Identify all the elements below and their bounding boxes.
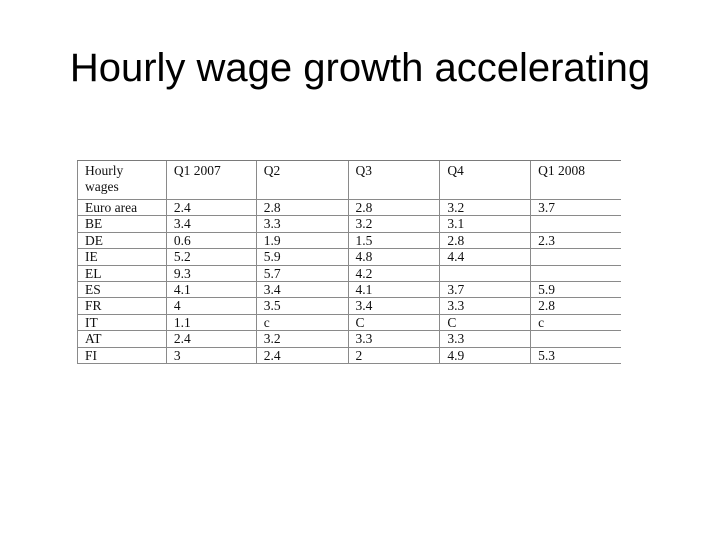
table-cell: 2.4 bbox=[166, 200, 256, 216]
header-line-1: Hourly bbox=[85, 163, 124, 178]
header-cell-q4: Q4 bbox=[440, 161, 531, 200]
wage-growth-table bbox=[77, 160, 621, 381]
header-cell-q1-2007: Q1 2007 bbox=[166, 161, 256, 200]
table-cell: C bbox=[440, 314, 531, 330]
table-row bbox=[78, 298, 622, 314]
table-cell: 3.2 bbox=[256, 331, 348, 347]
table-cell: 1.9 bbox=[256, 232, 348, 248]
table-cell bbox=[531, 216, 621, 232]
table-cell bbox=[440, 265, 531, 281]
table-cell: 4.1 bbox=[166, 282, 256, 298]
table-cell: 3.1 bbox=[440, 216, 531, 232]
header-cell-q1-2008: Q1 2008 bbox=[531, 161, 621, 200]
table-cell: 4.4 bbox=[440, 249, 531, 265]
table-cell: 4.2 bbox=[348, 265, 440, 281]
table-row bbox=[78, 200, 622, 216]
row-label: IT bbox=[78, 314, 167, 330]
table-cell bbox=[531, 265, 621, 281]
table-cell: 5.9 bbox=[531, 282, 621, 298]
table-cell: 2.4 bbox=[256, 347, 348, 363]
row-label: FR bbox=[78, 298, 167, 314]
table-cell: 5.3 bbox=[531, 347, 621, 363]
slide-title: Hourly wage growth accelerating bbox=[69, 46, 651, 90]
wage-table bbox=[77, 161, 621, 364]
table-cell: 2.8 bbox=[531, 298, 621, 314]
table-cell: 4.1 bbox=[348, 282, 440, 298]
table-cell: 5.9 bbox=[256, 249, 348, 265]
table-cell: 1.5 bbox=[348, 232, 440, 248]
table-cell: 2.4 bbox=[166, 331, 256, 347]
table-cell: 3.5 bbox=[256, 298, 348, 314]
table-cell: 3.3 bbox=[348, 331, 440, 347]
table-cell: 5.2 bbox=[166, 249, 256, 265]
table-cell: c bbox=[256, 314, 348, 330]
table-cell: c bbox=[531, 314, 621, 330]
table-cell: 2.3 bbox=[531, 232, 621, 248]
row-label: FI bbox=[78, 347, 167, 363]
header-line-2: wages bbox=[85, 179, 119, 194]
table-cell: 4.8 bbox=[348, 249, 440, 265]
table-cell: 3.2 bbox=[348, 216, 440, 232]
table-cell: 3.4 bbox=[256, 282, 348, 298]
row-label: DE bbox=[78, 232, 167, 248]
table-cell: 3.3 bbox=[440, 331, 531, 347]
table-row bbox=[78, 232, 622, 248]
table-cell: 9.3 bbox=[166, 265, 256, 281]
table-cell: 4.9 bbox=[440, 347, 531, 363]
row-label: EL bbox=[78, 265, 167, 281]
table-cell bbox=[531, 249, 621, 265]
table-cell: 3.4 bbox=[348, 298, 440, 314]
header-cell-hourly-wages bbox=[78, 161, 167, 200]
table-cell: 5.7 bbox=[256, 265, 348, 281]
table-cell: 3.7 bbox=[531, 200, 621, 216]
table-cell: 3.3 bbox=[256, 216, 348, 232]
table-cell: 3.4 bbox=[166, 216, 256, 232]
table-cell bbox=[531, 331, 621, 347]
table-cell: 2.8 bbox=[348, 200, 440, 216]
header-cell-q3: Q3 bbox=[348, 161, 440, 200]
table-cell: 3.2 bbox=[440, 200, 531, 216]
table-cell: 1.1 bbox=[166, 314, 256, 330]
table-cell: 2.8 bbox=[440, 232, 531, 248]
table-row bbox=[78, 331, 622, 347]
row-label: ES bbox=[78, 282, 167, 298]
table-cell: 4 bbox=[166, 298, 256, 314]
row-label: AT bbox=[78, 331, 167, 347]
header-cell-q2: Q2 bbox=[256, 161, 348, 200]
table-row bbox=[78, 314, 622, 330]
table-row bbox=[78, 216, 622, 232]
table-row bbox=[78, 265, 622, 281]
table-cell: 3.7 bbox=[440, 282, 531, 298]
row-label: BE bbox=[78, 216, 167, 232]
table-row bbox=[78, 249, 622, 265]
table-cell: 2 bbox=[348, 347, 440, 363]
table-row bbox=[78, 347, 622, 363]
table-cell: C bbox=[348, 314, 440, 330]
row-label: IE bbox=[78, 249, 167, 265]
table-cell: 0.6 bbox=[166, 232, 256, 248]
table-cell: 3 bbox=[166, 347, 256, 363]
row-label: Euro area bbox=[78, 200, 167, 216]
table-cell: 2.8 bbox=[256, 200, 348, 216]
table-row bbox=[78, 282, 622, 298]
table-header-row bbox=[78, 161, 622, 200]
table-cell: 3.3 bbox=[440, 298, 531, 314]
